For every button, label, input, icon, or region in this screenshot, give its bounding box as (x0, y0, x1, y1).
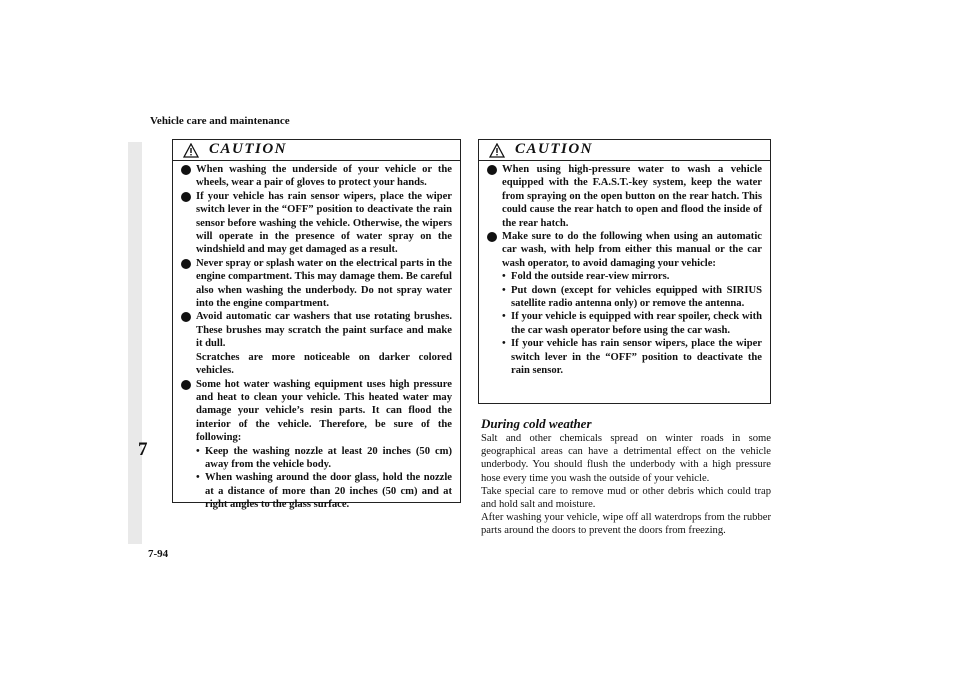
section-heading: During cold weather (481, 416, 592, 431)
caution-subitem: • Put down (except for vehicles equipped with SIRIUS satellite radio antenna only) or remove the antenna. (502, 284, 762, 310)
warning-triangle-icon (183, 143, 199, 158)
caution-text: When washing the underside of your vehicle or the wheels, wear a pair of gloves to protect your hands. (196, 164, 452, 189)
caution-title: CAUTION (209, 141, 288, 157)
caution-subitem: • If your vehicle has rain sensor wipers, place the wiper switch lever in the “OFF” position to deactivate the rain sensor. (502, 338, 762, 377)
warning-triangle-icon (489, 143, 505, 158)
body-paragraph: Take special care to remove mud or other debris which could trap and hold salt and moisture. (481, 485, 771, 511)
caution-subitem: • If your vehicle is equipped with rear spoiler, check with the car wash operator before using the car wash. (502, 311, 762, 336)
bullet-icon (181, 165, 191, 175)
body-paragraph: After washing your vehicle, wipe off all waterdrops from the rubber parts around the doors to prevent the doors from freezing. (481, 512, 771, 537)
subitem-text: If your vehicle has rain sensor wipers, place the wiper switch lever in the “OFF” position to deactivate the rain sensor. (511, 338, 762, 377)
caution-list (173, 161, 460, 512)
caution-title: CAUTION (515, 141, 594, 157)
caution-subitem: • Keep the washing nozzle at least 20 inches (50 cm) away from the vehicle body. (196, 445, 452, 470)
caution-header (479, 140, 770, 161)
caution-box-left (172, 139, 461, 511)
caution-text: If your vehicle has rain sensor wipers, place the wiper switch lever in the “OFF” position to deactivate the rain sensor before washing the vehicle. Otherwise, the wipers will operate in the presence of water spray on the windshield and may get damaged as a result. (196, 190, 452, 256)
caution-list (479, 161, 770, 378)
bullet-icon (181, 312, 191, 322)
caution-subitem: • Fold the outside rear-view mirrors. (502, 271, 670, 283)
caution-item (181, 378, 452, 512)
caution-text: When using high-pressure water to wash a vehicle equipped with the F.A.S.T.-key system, keep the water from spraying on the open button on the rear hatch. This could cause the rear hatch to open and flood the inside of the rear hatch. (502, 164, 762, 229)
subitem-text: Put down (except for vehicles equipped with SIRIUS satellite radio antenna only) or remove the antenna. (511, 284, 762, 310)
chapter-tab (128, 142, 142, 544)
chapter-number: 7 (138, 439, 148, 460)
subitem-text: Keep the washing nozzle at least 20 inches (50 cm) away from the vehicle body. (205, 445, 452, 470)
caution-item (487, 163, 762, 230)
caution-extra-text: Scratches are more noticeable on darker colored vehicles. (196, 351, 452, 377)
subitem-text: When washing around the door glass, hold the nozzle at a distance of more than 20 inches (50 cm) and at right angles to the glass surface. (205, 472, 452, 511)
caution-text: Avoid automatic car washers that use rotating brushes. These brushes may scratch the paint surface and make it dull. (196, 311, 452, 350)
subitem-text: If your vehicle is equipped with rear spoiler, check with the car wash operator before using the car wash. (511, 311, 762, 336)
caution-header (173, 140, 460, 161)
caution-subitem: • When washing around the door glass, hold the nozzle at a distance of more than 20 inches (50 cm) and at right angles to the glass surface. (196, 472, 452, 511)
caution-item (181, 257, 452, 311)
bullet-icon (487, 165, 497, 175)
subitem-text: Fold the outside rear-view mirrors. (511, 271, 670, 283)
section-body (481, 432, 771, 538)
body-paragraph: Salt and other chemicals spread on winter roads in some geographical areas can have a detrimental effect on the vehicle underbody. You should flush the underbody with a high pressure hose every time you wash the outside of your vehicle. (481, 433, 771, 484)
caution-text: Never spray or splash water on the electrical parts in the engine compartment. This may damage them. Be careful also when washing the underbody. Do not spray water into the engine compartment. (196, 257, 452, 310)
bullet-icon (181, 259, 191, 269)
bullet-icon (181, 380, 191, 390)
caution-text: Some hot water washing equipment uses high pressure and heat to clean your vehicle. This heated water may damage your vehicle’s resin parts. It can flood the interior of the vehicle. Therefore, be sure of the following: (196, 378, 452, 444)
caution-item (487, 230, 762, 377)
caution-box-right (478, 139, 771, 404)
caution-item (181, 163, 452, 190)
caution-text: Make sure to do the following when using an automatic car wash, with help from either this manual or the car wash operator, to avoid damaging your vehicle: (502, 231, 762, 269)
bullet-icon (487, 232, 497, 242)
caution-item (181, 190, 452, 257)
bullet-icon (181, 192, 191, 202)
caution-item (181, 310, 452, 377)
page-number: 7-94 (148, 548, 169, 560)
page-header: Vehicle care and maintenance (150, 115, 290, 127)
